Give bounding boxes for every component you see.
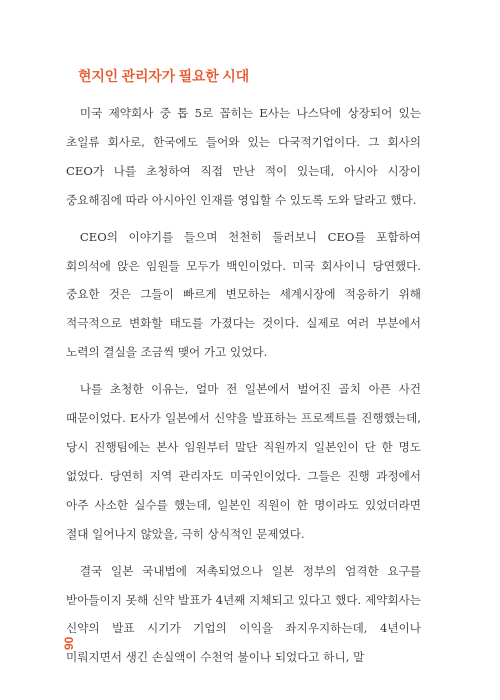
page-number: 90 bbox=[62, 636, 76, 650]
section-heading: 현지인 관리자가 필요한 시대 bbox=[78, 68, 249, 84]
paragraph: 미국 제약회사 중 톱 5로 꼽히는 E사는 나스닥에 상장되어 있는 초일류 회사로, 한국에도 들어와 있는 다국적기업이다. 그 회사의 CEO가 나를 초청하여 직접 만난 적이 있는데, 아시아 시장이 중요해짐에 따라 아시아인 인재를 영입할 수 있도록 도와 달라고 했다. bbox=[66, 106, 421, 207]
paragraph: 나를 초청한 이유는, 얼마 전 일본에서 벌어진 골치 아픈 사건 때문이었다. E사가 일본에서 신약을 발표하는 프로젝트를 진행했는데, 당시 진행팀에는 본사 임원부터 말단 직원까지 일본인이 단 한 명도 없었다. 당연히 지역 관리자도 미국인이었다. 그들은 진행 과정에서 아주 사소한 실수를 했는데, 일본인 직원이 한 명이라도 있었더라면 절대 일어나지 않았을, 극히 상식적인 문제였다. bbox=[66, 382, 421, 541]
paragraph: 결국 일본 국내법에 저촉되었으나 일본 정부의 엄격한 요구를 받아들이지 못해 신약 발표가 4년째 지체되고 있다고 했다. 제약회사는 신약의 발표 시기가 기업의 이익을 좌지우지하는데, 4년이나 미뤄지면서 생긴 손실액이 수천억 불이나 되었다고 하니, 말 bbox=[66, 563, 421, 665]
paragraph: CEO의 이야기를 들으며 천천히 둘러보니 CEO를 포함하여 회의석에 앉은 임원들 모두가 백인이었다. 미국 회사이니 당연했다. 중요한 것은 그들이 빠르게 변모하는 세계시장에 적응하기 위해 적극적으로 변화할 태도를 가졌다는 것이다. 실제로 여러 부분에서 노력의 결실을 조금씩 맺어 가고 있었다. bbox=[66, 229, 421, 360]
body-text bbox=[66, 99, 421, 680]
